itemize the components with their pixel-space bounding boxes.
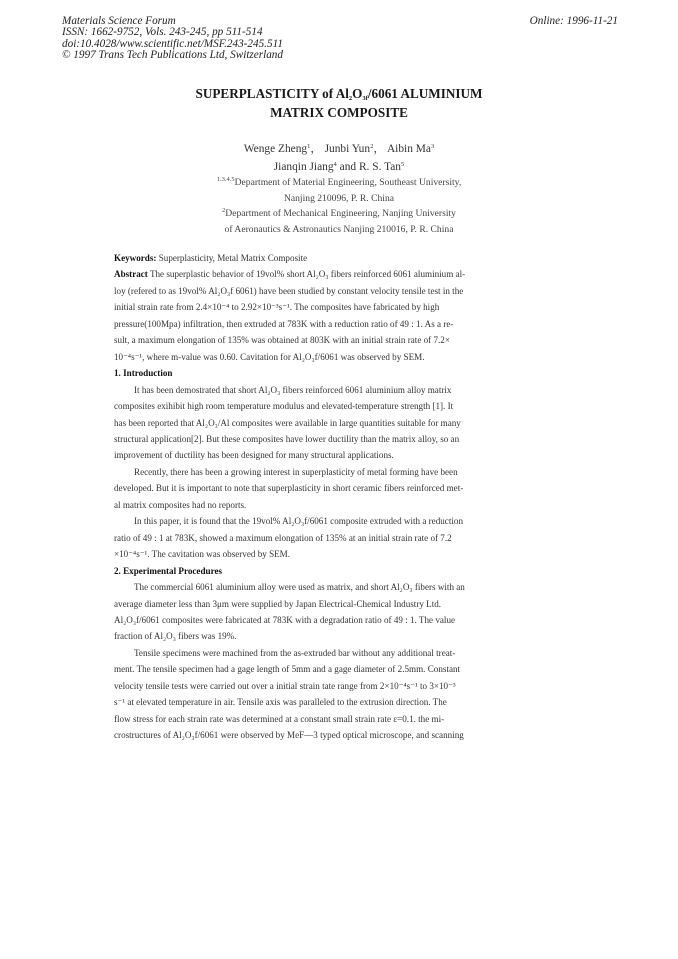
paragraph-line: s⁻¹ at elevated temperature in air. Tensile axis was paralleled to the extrusion direction. The [114,697,447,708]
paragraph-line: composites exihibit high room temperature modulus and elevated-temperature strength [1]. It [114,401,454,412]
author-name: Aibin Ma [386,143,431,155]
journal-name: Materials Science Forum [62,15,176,27]
author-name: Junbi Yun [324,143,371,155]
paragraph-line: ×10⁻⁴s⁻¹. The cavitation was observed by SEM. [114,549,291,560]
title-line-1: SUPERPLASTICITY of $Al_2O_{3f}/6061$ ALUMINIUM [195,86,483,102]
paragraph-line: ment. The tensile specimen had a gage length of 5mm and a gage diameter of 2.5mm. Constant [114,664,461,675]
issn-line: ISSN: 1662-9752, Vols. 243-245, pp 511-514 [62,26,263,39]
authors-line-2: Jianqin Jiang$^4$ and R. S. Tan$^5$ [273,161,405,173]
affiliation-1-line-1: $^{1.3.4.5}$Department of Material Engineering, Southeast University, [216,176,462,188]
journal-header [62,16,482,62]
abstract-line: loy (refered to as 19vol% Al₂O₃f 6061) have been studied by constant velocity tensile test in the [114,285,464,296]
author-list [100,140,578,176]
copyright-line: © 1997 Trans Tech Publications Ltd, Switzerland [62,49,283,62]
paragraph-line: structural application[2]. But these composites have lower ductility than the matrix alloy, so an [114,433,460,444]
section-heading: 2. Experimental Procedures [114,565,223,576]
paragraph-line: ratio of 49 : 1 at 783K, showed a maximum elongation of 135% at an initial strain rate of 7.2 [114,532,452,543]
paragraph-line: Al₂O₃f/6061 composites were fabricated at 783K with a degradation ratio of 49 : 1. The value [114,614,456,625]
author-name: Jianqin Jiang [273,161,334,173]
keywords: Keywords: Superplasticity, Metal Matrix Composite [114,253,308,263]
abstract-line: Abstract The superplastic behavior of 19vol% short Al₂O₃ fibers reinforced 6061 aluminium al- [114,269,466,280]
author-name: R. S. Tan [358,161,401,173]
paragraph-line: has been reported that Al₂O₃/Al composites were available in large quantities suitable for many [114,417,461,428]
paper-title [100,84,578,122]
authors-line-1: Wenge Zheng$^1$， Junbi Yun$^2$， Aibin Ma$^3$ [243,143,435,155]
section-heading: 1. Introduction [114,368,173,379]
author-name: Wenge Zheng [243,143,308,155]
online-date: Online: 1996-11-21 [529,15,618,27]
affiliation-2-line-2: of Aeronautics & Astronautics Nanjing 210016, P. R. China [224,223,454,235]
affiliation-2-line-1: $^2$Department of Mechanical Engineering, Nanjing University [222,207,456,219]
abstract-line: 10⁻⁴s⁻¹, where m-value was 0.60. Cavitation for Al₂O₃f/6061 was observed by SEM. [114,351,425,362]
paragraph-line: al matrix composites had no reports. [114,499,247,510]
paragraph-line: The commercial 6061 aluminium alloy were used as matrix, and short Al₂O₃ fibers with an [134,582,465,593]
paragraph-line: It has been demostrated that short Al₂O₃ fibers reinforced 6061 aluminium alloy matrix [134,384,452,395]
abstract-line: initial strain rate from 2.4×10⁻⁴ to 2.92×10⁻³s⁻¹. The composites have fabricated by high [114,302,440,313]
title-line-2: MATRIX COMPOSITE [270,105,408,120]
paragraph-line: In this paper, it is found that the 19vol% Al₂O₃f/6061 composite extruded with a reduction [134,516,463,527]
paragraph-line: Recently, there has been a growing interest in superplasticity of metal forming have been [134,466,458,477]
paragraph-line: Tensile specimens were machined from the as-extruded bar without any additional treat- [134,647,456,658]
affiliation-1-line-2: Nanjing 210096, P. R. China [283,192,395,204]
paragraph-line: flow stress for each strain rate was determined at a constant small strain rate ε=0.1. the mi- [114,713,445,724]
paragraph-line: developed. But it is important to note that superplasticity in short ceramic fibers reinforced met- [114,483,464,494]
doi-line: doi:10.4028/www.scientific.net/MSF.243-245.511 [62,37,283,50]
paragraph-line: improvement of ductility has been designed for many structural applications. [114,450,394,461]
abstract-line: sult, a maximum elongation of 135% was obtained at 803K with an initial strain rate of 7.2× [114,335,450,346]
paper-body [114,250,552,744]
paragraph-line: crostructures of Al₂O₃f/6061 were observed by MeF—3 typed optical microscope, and scanning [114,730,464,741]
affiliations [100,175,578,237]
paragraph-line: fraction of Al₂O₃ fibers was 19%. [114,631,237,642]
paragraph-line: velocity tensile tests were carried out over a initial strain tate range from 2×10⁻⁴s⁻¹ to 3×10⁻³ [114,680,456,691]
paragraph-line: average diameter less than 3μm were supplied by Japan Electrical-Chemical Industry Ltd. [114,598,442,609]
abstract-line: pressure(100Mpa) infiltration, then extruded at 783K with a reduction ratio of 49 : 1. As a re- [114,318,454,329]
